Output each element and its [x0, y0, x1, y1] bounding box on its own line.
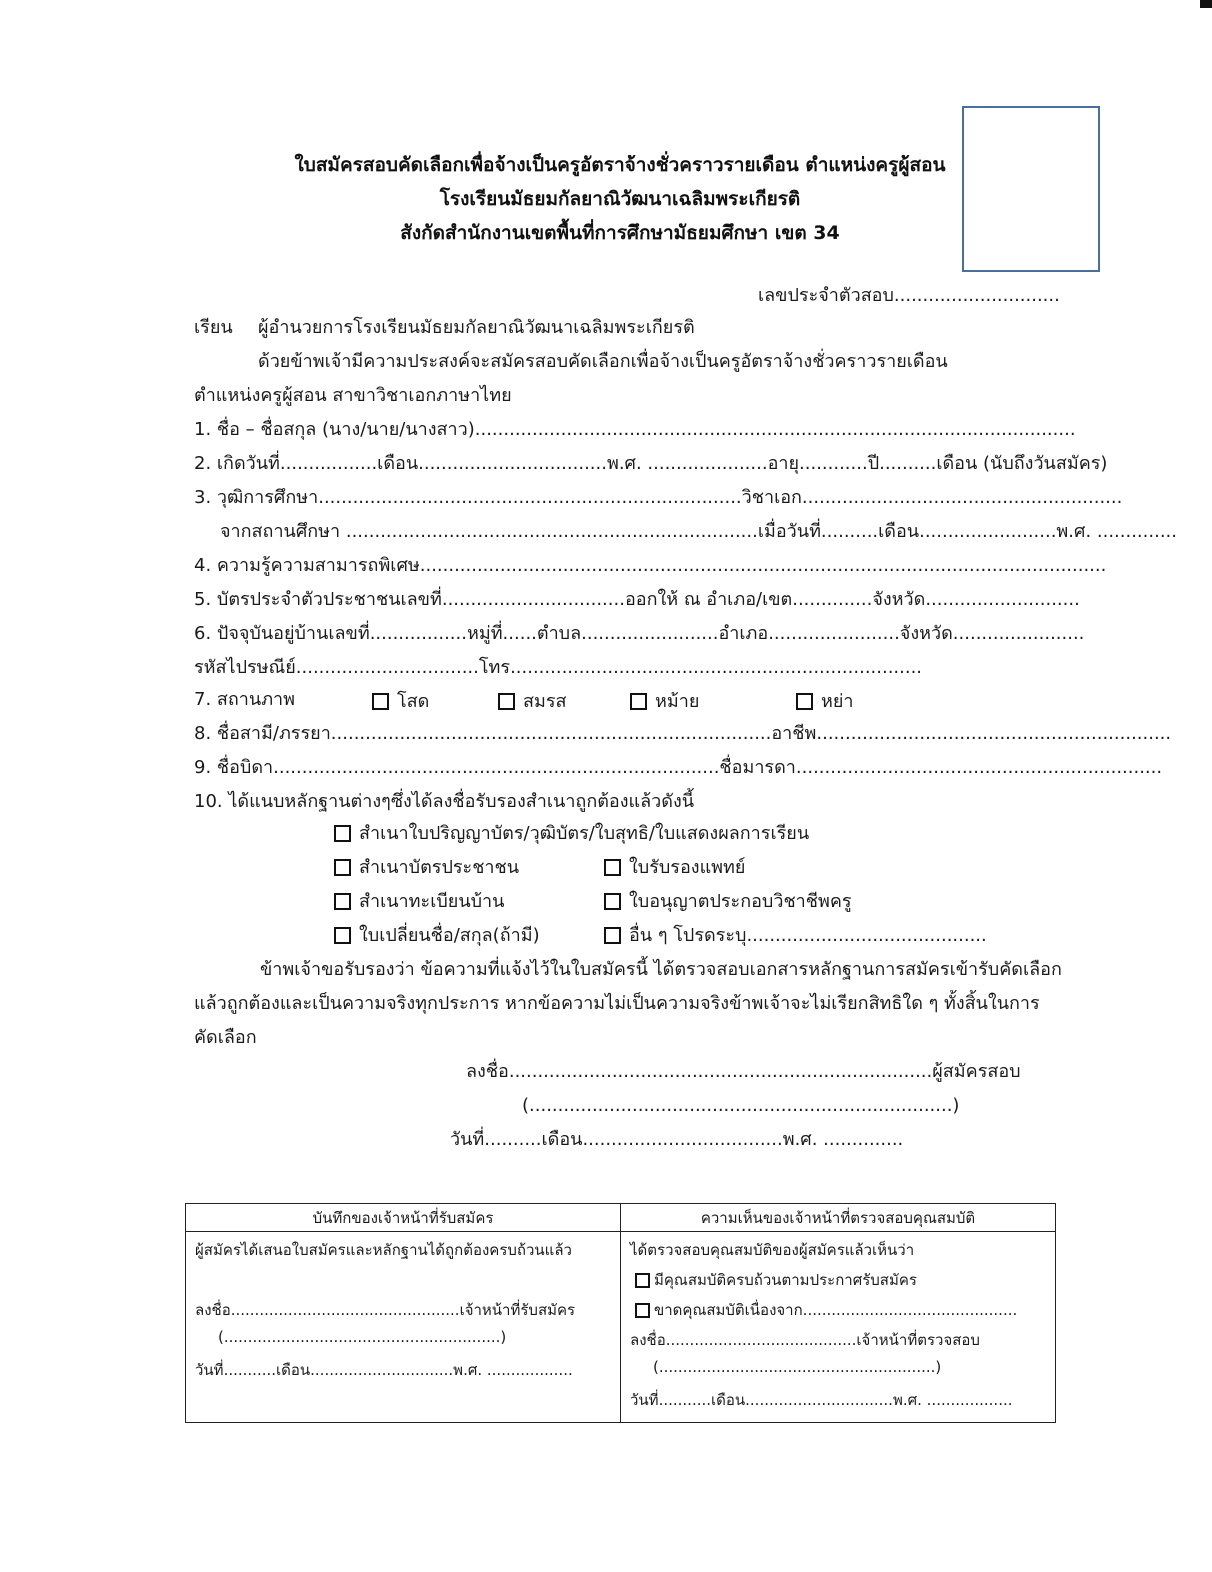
applicant-signature[interactable]: ลงชื่อ..........................................................................ผู้สมัครสอบ: [466, 1061, 1021, 1082]
verifier-qualified-label: มีคุณสมบัติครบถ้วนตามประกาศรับสมัคร: [654, 1271, 917, 1289]
attachments-heading: 10. ได้แนบหลักฐานต่างๆซึ่งได้ลงชื่อรับรองสำเนาถูกต้องแล้วดังนี้: [194, 791, 695, 812]
declaration-line2: แล้วถูกต้องและเป็นความจริงทุกประการ หากข้อความไม่เป็นความจริงข้าพเจ้าจะไม่เรียกสิทธิใด ๆ ทั้งสิ้นในการ: [194, 993, 1040, 1014]
form-title-line2: โรงเรียนมัธยมกัลยาณิวัฒนาเฉลิมพระเกียรติ: [439, 188, 801, 210]
field-birth[interactable]: 2. เกิดวันที่.................เดือน.................................พ.ศ. .....................อายุ............ปี..........เดือน (นับถึงวันสมัคร): [194, 453, 1108, 474]
intro-line2: ตำแหน่งครูผู้สอน สาขาวิชาเอกภาษาไทย: [194, 385, 512, 406]
receiver-statement: ผู้สมัครได้เสนอใบสมัครและหลักฐานได้ถูกต้องครบถ้วนแล้ว: [195, 1241, 572, 1259]
declaration-line3: คัดเลือก: [194, 1027, 257, 1048]
attach-other-label: อื่น ๆ โปรดระบุ..........................................: [629, 925, 987, 946]
attach-id-card-option[interactable]: [334, 856, 519, 880]
field-id-card[interactable]: 5. บัตรประจำตัวประชาชนเลขที่................................ออกให้ ณ อำเภอ/เขต..............จังหวัด...........................: [194, 589, 1080, 610]
field-spouse[interactable]: 8. ชื่อสามี/ภรรยา.............................................................................อาชีพ..............................................................: [194, 723, 1172, 744]
form-title-line1: ใบสมัครสอบคัดเลือกเพื่อจ้างเป็นครูอัตราจ้างชั่วคราวรายเดือน ตำแหน่งครูผู้สอน: [294, 154, 946, 176]
attach-medical-label: ใบรับรองแพทย์: [629, 857, 746, 878]
field-address[interactable]: 6. ปัจจุบันอยู่บ้านเลขที่.................หมู่ที่......ตำบล........................อำเภอ.......................จังหวัด.......................: [194, 623, 1085, 644]
checkbox-icon[interactable]: [635, 1273, 650, 1288]
status-divorced-option[interactable]: [796, 686, 854, 715]
verifier-unqualified-label: ขาดคุณสมบัติเนื่องจาก.............................................: [654, 1301, 1018, 1319]
applicant-printed-name[interactable]: (..........................................................................): [522, 1095, 960, 1116]
status-married-option[interactable]: [498, 686, 567, 715]
verifier-unqualified-option[interactable]: [635, 1298, 1017, 1322]
attach-degree-option[interactable]: [334, 822, 809, 846]
checkbox-icon[interactable]: [334, 859, 351, 876]
checkbox-icon[interactable]: [498, 693, 515, 710]
verifier-signature[interactable]: ลงชื่อ........................................เจ้าหน้าที่ตรวจสอบ: [630, 1331, 980, 1349]
checkbox-icon[interactable]: [635, 1303, 650, 1318]
marital-status-label: 7. สถานภาพ: [194, 689, 296, 710]
attach-house-reg-option[interactable]: [334, 890, 504, 914]
field-parents[interactable]: 9. ชื่อบิดา..............................................................................ชื่อมารดา................................................................: [194, 757, 1163, 778]
verifier-name[interactable]: (..........................................................): [653, 1358, 942, 1376]
attach-other-option[interactable]: [604, 924, 987, 948]
office-use-table: [185, 1203, 1056, 1423]
field-education[interactable]: 3. วุฒิการศึกษา..........................................................................วิชาเอก........................................................: [194, 487, 1123, 508]
status-divorced-label: หย่า: [821, 691, 854, 712]
status-single-label: โสด: [397, 691, 430, 712]
attach-license-option[interactable]: [604, 890, 852, 914]
declaration-line1: ข้าพเจ้าขอรับรองว่า ข้อความที่แจ้งไว้ในใบสมัครนี้ ได้ตรวจสอบเอกสารหลักฐานการสมัครเข้ารับคัดเลือก: [260, 959, 1062, 980]
attach-house-reg-label: สำเนาทะเบียนบ้าน: [359, 891, 505, 912]
checkbox-icon[interactable]: [630, 693, 647, 710]
checkbox-icon[interactable]: [604, 859, 621, 876]
checkbox-icon[interactable]: [334, 825, 351, 842]
checkbox-icon[interactable]: [604, 893, 621, 910]
attach-id-card-label: สำเนาบัตรประชาชน: [359, 857, 520, 878]
attach-name-change-label: ใบเปลี่ยนชื่อ/สกุล(ถ้ามี): [359, 925, 540, 946]
scan-edge-mark: [1200, 0, 1212, 8]
intro-line1: ด้วยข้าพเจ้ามีความประสงค์จะสมัครสอบคัดเลือกเพื่อจ้างเป็นครูอัตราจ้างชั่วคราวรายเดือน: [258, 351, 948, 372]
receiver-name[interactable]: (..........................................................): [218, 1328, 507, 1346]
field-special-skills[interactable]: 4. ความรู้ความสามารถพิเศษ........................................................................................................................: [194, 555, 1107, 576]
receiver-date[interactable]: วันที่...........เดือน..............................พ.ศ. ..................: [195, 1361, 573, 1379]
receiver-header: บันทึกของเจ้าหน้าที่รับสมัคร: [186, 1204, 621, 1232]
checkbox-icon[interactable]: [372, 693, 389, 710]
form-title-line3: สังกัดสำนักงานเขตพื้นที่การศึกษามัธยมศึกษา เขต 34: [400, 222, 840, 244]
checkbox-icon[interactable]: [796, 693, 813, 710]
receiver-cell: [186, 1232, 621, 1423]
field-postal-phone[interactable]: รหัสไปรษณีย์................................โทร........................................................................: [194, 657, 923, 678]
verifier-qualified-option[interactable]: [635, 1268, 917, 1292]
salutation-recipient: ผู้อำนวยการโรงเรียนมัธยมกัลยาณิวัฒนาเฉลิมพระเกียรติ: [258, 317, 695, 338]
attach-name-change-option[interactable]: [334, 924, 540, 948]
status-single-option[interactable]: [372, 686, 429, 715]
verifier-cell: [621, 1232, 1056, 1423]
receiver-signature[interactable]: ลงชื่อ................................................เจ้าหน้าที่รับสมัคร: [195, 1301, 576, 1319]
status-married-label: สมรส: [523, 691, 567, 712]
status-widowed-option[interactable]: [630, 686, 699, 715]
attach-medical-option[interactable]: [604, 856, 745, 880]
verifier-date[interactable]: วันที่...........เดือน...............................พ.ศ. ..................: [630, 1391, 1013, 1409]
salutation-label: เรียน: [194, 317, 233, 338]
checkbox-icon[interactable]: [334, 893, 351, 910]
attach-license-label: ใบอนุญาตประกอบวิชาชีพครู: [629, 891, 852, 912]
attach-degree-label: สำเนาใบปริญญาบัตร/วุฒิบัตร/ใบสุทธิ/ใบแสดงผลการเรียน: [359, 823, 810, 844]
checkbox-icon[interactable]: [334, 927, 351, 944]
status-widowed-label: หม้าย: [655, 691, 700, 712]
field-name[interactable]: 1. ชื่อ – ชื่อสกุล (นาง/นาย/นางสาว).........................................................................................................: [194, 419, 1076, 440]
verifier-header: ความเห็นของเจ้าหน้าที่ตรวจสอบคุณสมบัติ: [621, 1204, 1056, 1232]
applicant-date[interactable]: วันที่..........เดือน...................................พ.ศ. ..............: [450, 1129, 904, 1150]
exam-id-field[interactable]: เลขประจำตัวสอบ.............................: [758, 285, 1060, 306]
verifier-statement: ได้ตรวจสอบคุณสมบัติของผู้สมัครแล้วเห็นว่า: [630, 1241, 915, 1259]
checkbox-icon[interactable]: [604, 927, 621, 944]
field-institution[interactable]: จากสถานศึกษา ........................................................................เมื่อวันที่..........เดือน........................พ.ศ. ..............: [220, 521, 1177, 542]
